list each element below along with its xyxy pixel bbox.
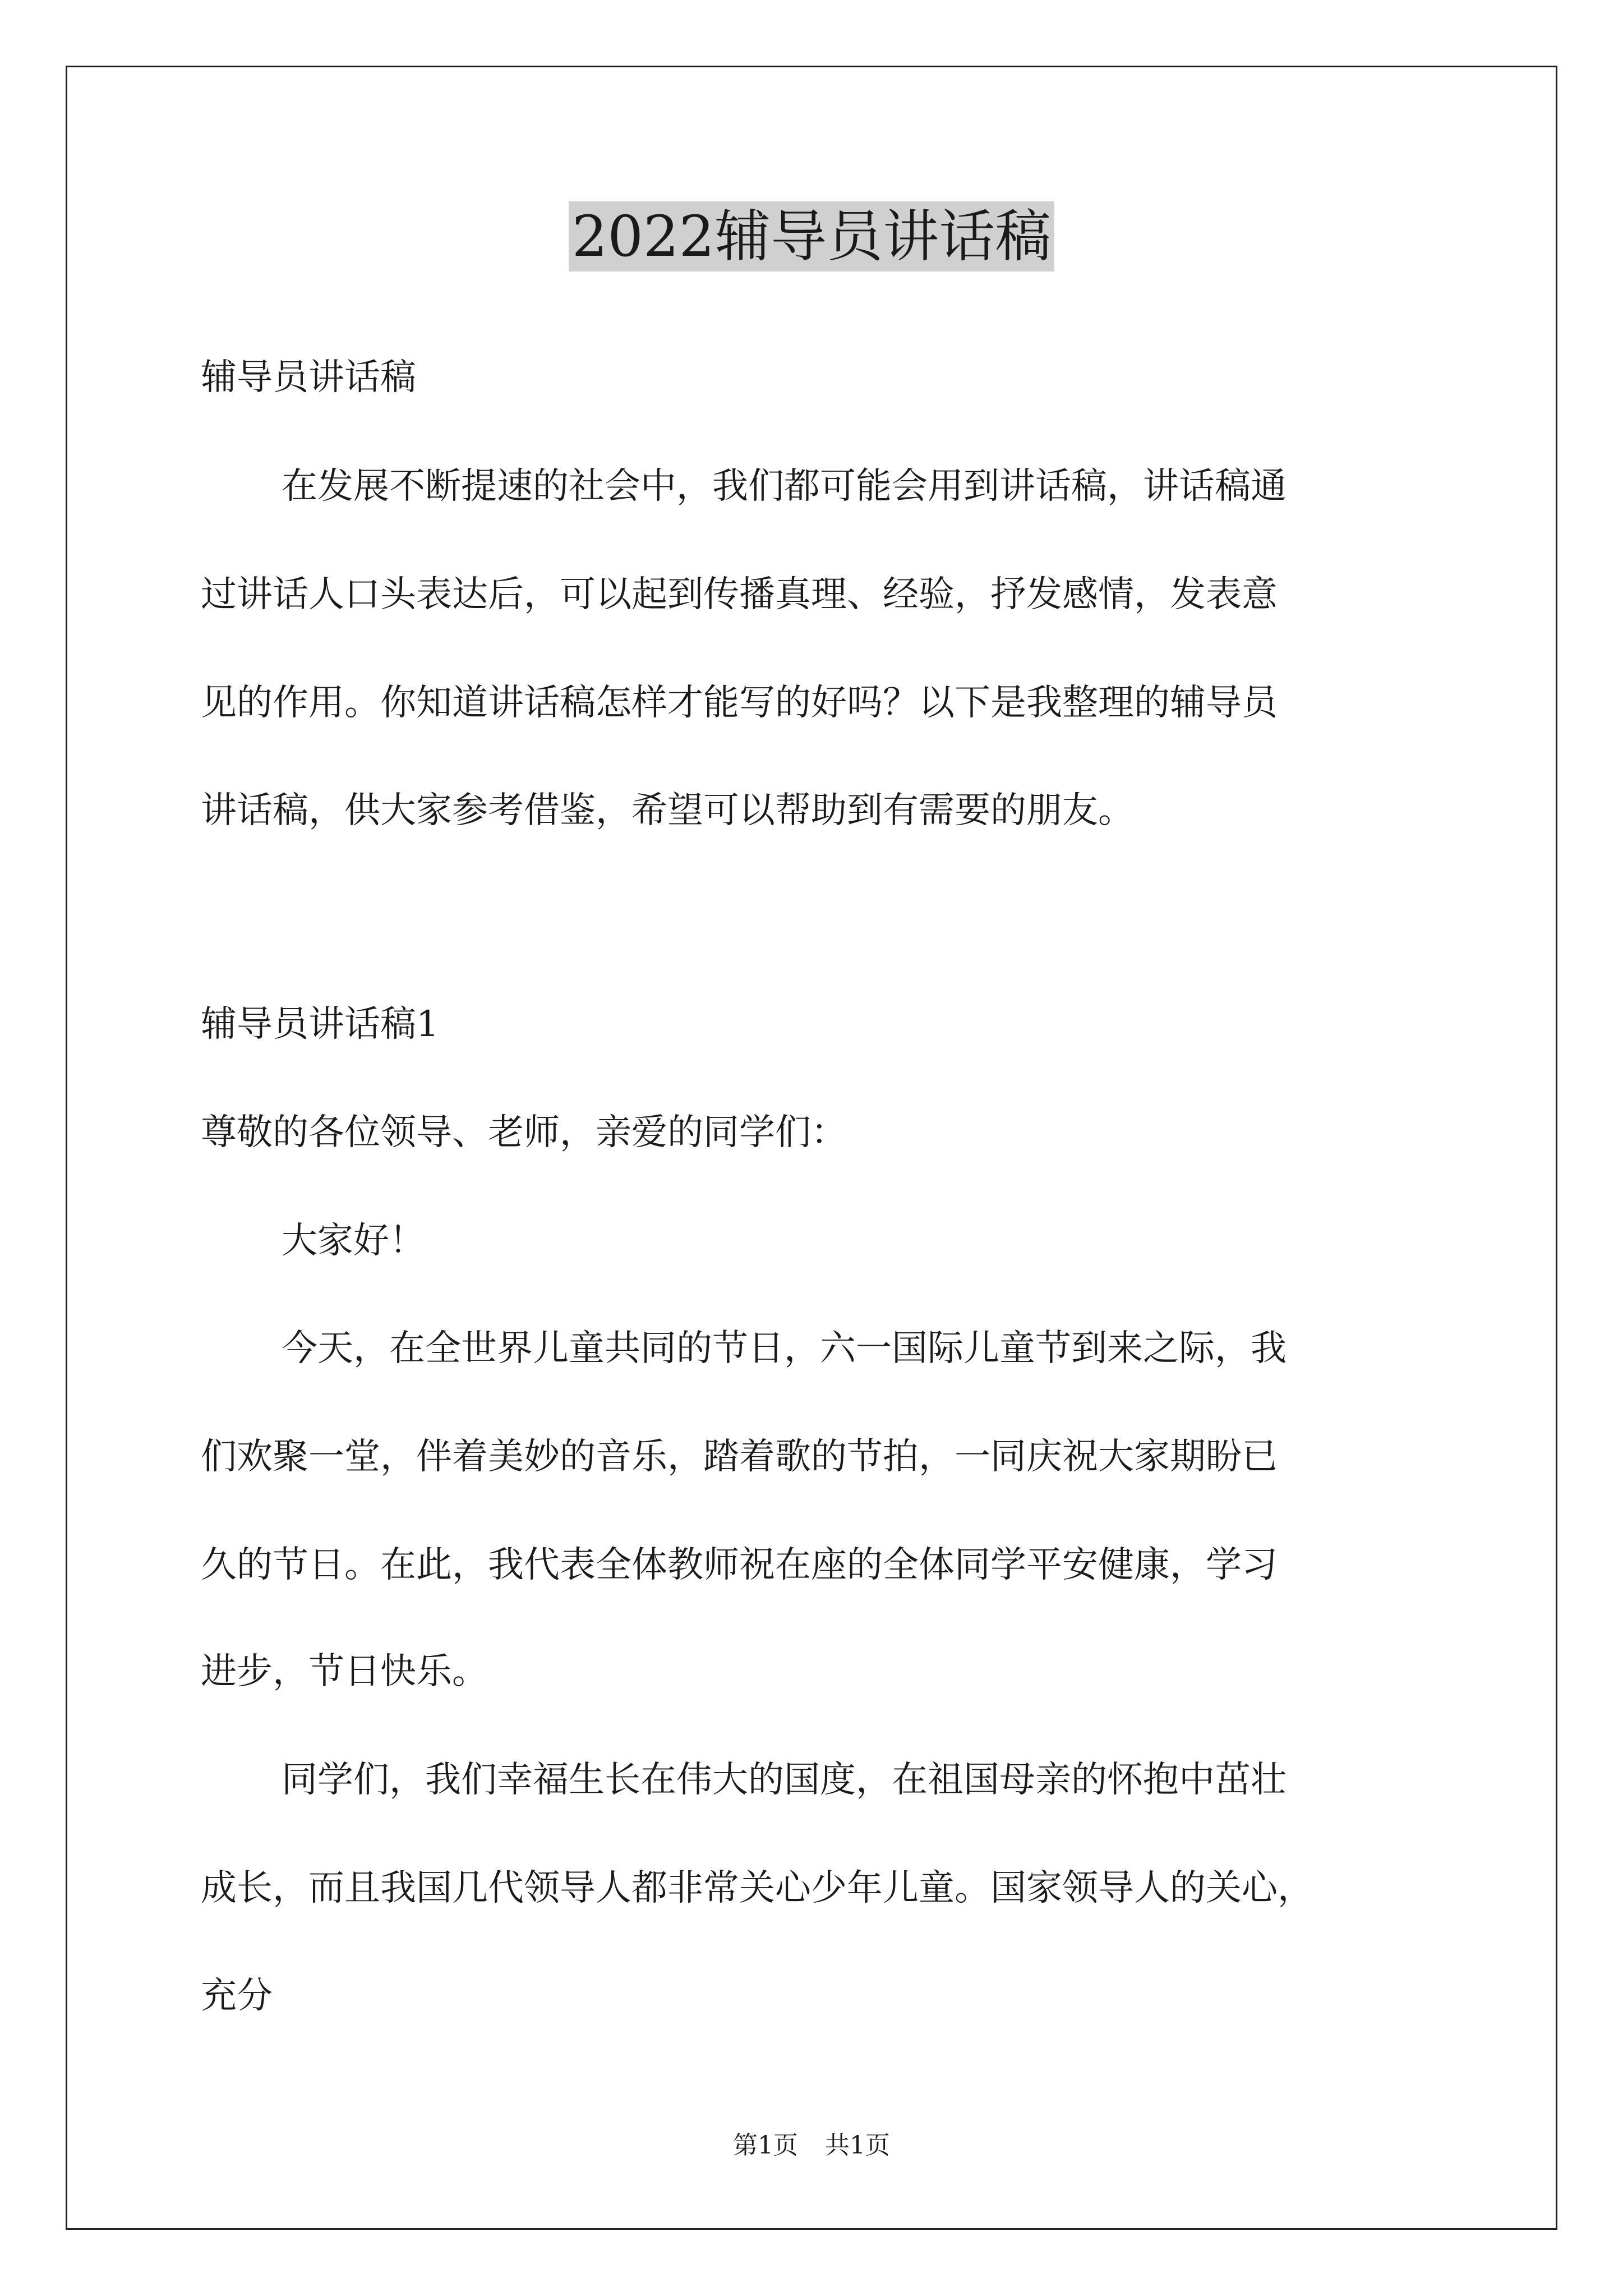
body-p1-line-3: 久的节日。在此，我代表全体教师祝在座的全体同学平安健康，学习 [201, 1544, 1278, 1586]
body-p1-line-1: 今天，在全世界儿童共同的节日，六一国际儿童节到来之际，我 [282, 1328, 1287, 1369]
intro-line-2: 过讲话人口头表达后，可以起到传播真理、经验，抒发感情，发表意 [201, 574, 1278, 615]
body-p2-line-1: 同学们，我们幸福生长在伟大的国度，在祖国母亲的怀抱中茁壮 [282, 1759, 1287, 1801]
greeting: 大家好！ [282, 1220, 425, 1262]
document-title [0, 203, 1623, 270]
salutation: 尊敬的各位领导、老师，亲爱的同学们： [201, 1112, 847, 1153]
document-title-text: 2022辅导员讲话稿 [569, 201, 1055, 272]
intro-line-1: 在发展不断提速的社会中，我们都可能会用到讲话稿，讲话稿通 [282, 466, 1287, 507]
intro-line-4: 讲话稿，供大家参考借鉴，希望可以帮助到有需要的朋友。 [201, 790, 1134, 831]
body-p2-line-2: 成长，而且我国几代领导人都非常关心少年儿童。国家领导人的关心， [201, 1867, 1313, 1909]
page-number: 第1页 [733, 2131, 798, 2160]
intro-line-3: 见的作用。你知道讲话稿怎样才能写的好吗？以下是我整理的辅导员 [201, 682, 1278, 724]
body-p1-line-4: 进步，节日快乐。 [201, 1651, 488, 1692]
page-footer [0, 2131, 1623, 2161]
speech-1-heading: 辅导员讲话稿1 [201, 1004, 439, 1045]
section-heading: 辅导员讲话稿 [201, 357, 416, 398]
body-p1-line-2: 们欢聚一堂，伴着美妙的音乐，踏着歌的节拍，一同庆祝大家期盼已 [201, 1436, 1278, 1478]
page-total: 共1页 [825, 2131, 890, 2160]
body-p2-line-3: 充分 [201, 1975, 273, 2017]
